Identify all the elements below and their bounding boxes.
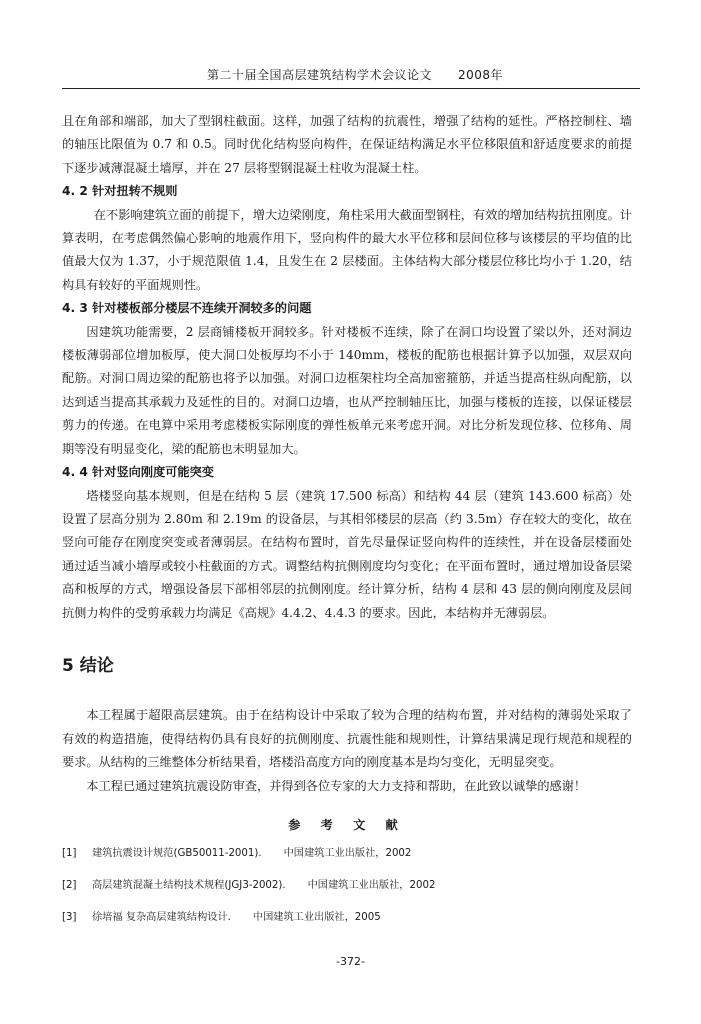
reference-item: [62, 847, 632, 861]
page-number: -372-: [336, 955, 365, 968]
section-heading-5: 5 结论: [62, 655, 114, 676]
paragraph-acknowledgement: 本工程已通过建筑抗震设防审查，并得到各位专家的大力支持和帮助，在此致以诚挚的感谢！: [86, 778, 587, 793]
paragraph-floor-openings: 因建筑功能需要，2 层商铺楼板开洞较多。针对楼板不连续，除了在洞口均设置了梁以外，还对洞边楼板薄弱部位增加板厚，使大洞口处板厚均不小于 140mm，楼板的配筋也根据计算予以加强，双层双向配筋。对洞口周边梁的配筋也将予以加强。对洞口边框架柱均全高加密箍筋，并适当提高柱纵向配筋，以达到适当提高其承载力及延性的目的。对洞口边墙，也从严控制轴压比，加强与楼板的连接，以保证楼层剪力的传递。在电算中采用考虑楼板实际刚度的弹性板单元来考虑开洞。对比分析发现位移、位移角、周期等没有明显变化，梁的配筋也未明显加大。: [62, 324, 632, 456]
reference-number: [1]: [62, 848, 77, 860]
reference-text: 建筑抗震设计规范(GB50011-2001). 中国建筑工业出版社，2002: [92, 848, 412, 860]
reference-item: [62, 879, 632, 893]
paragraph-torsion: 在不影响建筑立面的前提下，增大边梁刚度，角柱采用大截面型钢柱，有效的增加结构抗扭刚度。计算表明，在考虑偶然偏心影响的地震作用下，竖向构件的最大水平位移和层间位移与该楼层的平均值的比值最大仅为 1.37，小于规范限值 1.4，且发生在 2 层楼面。主体结构大部分楼层位移比均小于 1.20，结构具有较好的平面规则性。: [62, 207, 632, 292]
reference-number: [2]: [62, 880, 77, 892]
references-title: 参 考 文 献: [288, 817, 406, 832]
paragraph-conclusion: 本工程属于超限高层建筑。由于在结构设计中采取了较为合理的结构布置，并对结构的薄弱处采取了有效的构造措施，使得结构仍具有良好的抗侧刚度、抗震性能和规则性，计算结果满足现行规范和规程的要求。从结构的三维整体分析结果看，塔楼沿高度方向的刚度基本是均匀变化，无明显突变。: [62, 708, 632, 770]
reference-text: 徐培福 复杂高层建筑结构设计. 中国建筑工业出版社，2005: [92, 912, 381, 924]
reference-item: [62, 911, 632, 925]
reference-text: 高层建筑混凝土结构技术规程(JGJ3-2002). 中国建筑工业出版社，2002: [92, 880, 436, 892]
section-heading-4-2: 4. 2 针对扭转不规则: [62, 184, 178, 199]
section-heading-4-3: 4. 3 针对楼板部分楼层不连续开洞较多的问题: [62, 301, 312, 316]
reference-number: [3]: [62, 912, 77, 924]
paragraph-continued: 且在角部和端部，加大了型钢柱截面。这样，加强了结构的抗震性，增强了结构的延性。严格控制柱、墙的轴压比限值为 0.7 和 0.5。同时优化结构竖向构件，在保证结构满足水平位移限值和舒适度要求的前提下逐步减薄混凝土墙厚，并在 27 层将型钢混凝土柱收为混凝土柱。: [62, 114, 632, 175]
header-rule: [62, 88, 640, 89]
paper-body: [62, 110, 632, 943]
header-year: 2008年: [457, 68, 504, 82]
section-heading-4-4: 4. 4 针对竖向刚度可能突变: [62, 465, 214, 480]
header-title: 第二十届全国高层建筑结构学术会议论文: [206, 68, 432, 82]
paragraph-vertical-stiffness: 塔楼竖向基本规则，但是在结构 5 层（建筑 17.500 标高）和结构 44 层（建筑 143.600 标高）处设置了层高分别为 2.80m 和 2.19m 的设备层，与其相邻楼层的层高（约 3.5m）存在较大的变化，故在竖向可能存在刚度突变或者薄弱层。在结构布置时，首先尽量保证竖向构件的连续性，并在设备层楼面处通过适当减小墙厚或较小柱截面的方式。调整结构抗侧刚度均匀变化；在平面布置时，通过增加设备层梁高和板厚的方式，增强设备层下部相邻层的抗侧刚度。经计算分析，结构 4 层和 43 层的侧向刚度及层间抗侧力构件的受剪承载力均满足《高规》4.4.2、4.4.3 的要求。因此，本结构并无薄弱层。: [62, 488, 632, 620]
running-header: [70, 66, 640, 83]
